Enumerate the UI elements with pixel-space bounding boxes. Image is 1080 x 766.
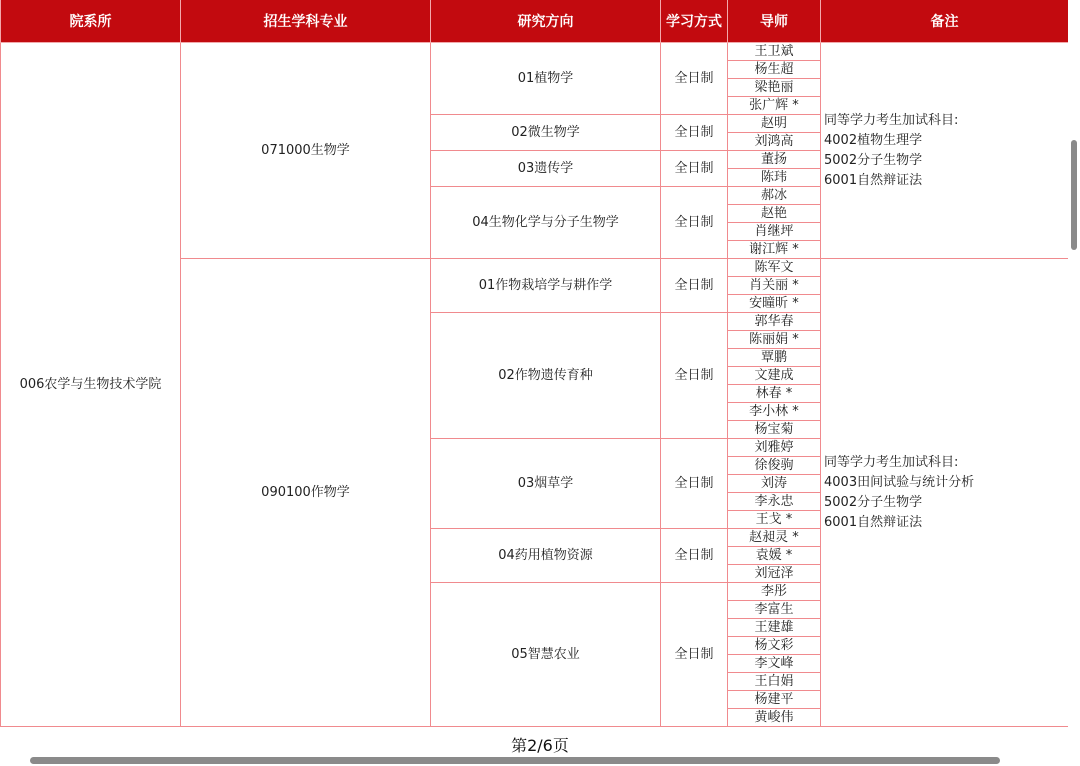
note-line: 5002分子生物学 [824, 494, 923, 510]
study-mode-cell: 全日制 [661, 529, 728, 583]
direction-cell: 01植物学 [431, 43, 661, 115]
direction-cell: 03遗传学 [431, 151, 661, 187]
notes-cell [821, 259, 1069, 727]
advisor-cell: 王建雄 [728, 619, 821, 637]
advisor-cell: 刘冠泽 [728, 565, 821, 583]
advisor-cell: 王卫斌 [728, 43, 821, 61]
page-indicator: 第2/6页 [511, 736, 569, 755]
advisor-cell: 李富生 [728, 601, 821, 619]
notes-cell [821, 43, 1069, 259]
advisor-cell: 林春 * [728, 385, 821, 403]
direction-cell: 02微生物学 [431, 115, 661, 151]
advisor-cell: 刘雅婷 [728, 439, 821, 457]
direction-cell: 02作物遗传育种 [431, 313, 661, 439]
horizontal-scrollbar-thumb[interactable] [30, 757, 1000, 764]
advisor-cell: 赵昶灵 * [728, 529, 821, 547]
study-mode-cell: 全日制 [661, 259, 728, 313]
note-line: 6001自然辩证法 [824, 514, 923, 530]
direction-cell: 04药用植物资源 [431, 529, 661, 583]
advisor-cell: 安曈昕 * [728, 295, 821, 313]
advisor-cell: 王白娟 [728, 673, 821, 691]
advisor-cell: 王戈 * [728, 511, 821, 529]
advisor-cell: 赵艳 [728, 205, 821, 223]
advisor-cell: 杨宝菊 [728, 421, 821, 439]
advisor-cell: 陈玮 [728, 169, 821, 187]
advisor-cell: 袁媛 * [728, 547, 821, 565]
advisor-cell: 覃鹏 [728, 349, 821, 367]
header-study-mode: 学习方式 [661, 0, 728, 43]
advisor-cell: 杨建平 [728, 691, 821, 709]
note-line: 6001自然辩证法 [824, 172, 923, 188]
advisor-cell: 张广辉 * [728, 97, 821, 115]
study-mode-cell: 全日制 [661, 43, 728, 115]
note-line: 5002分子生物学 [824, 152, 923, 168]
advisor-cell: 赵明 [728, 115, 821, 133]
direction-cell: 01作物栽培学与耕作学 [431, 259, 661, 313]
advisor-cell: 郝冰 [728, 187, 821, 205]
advisor-cell: 谢江辉 * [728, 241, 821, 259]
advisor-cell: 梁艳丽 [728, 79, 821, 97]
advisor-cell: 刘鸿高 [728, 133, 821, 151]
advisor-cell: 文建成 [728, 367, 821, 385]
study-mode-cell: 全日制 [661, 115, 728, 151]
direction-cell: 03烟草学 [431, 439, 661, 529]
advisor-cell: 杨生超 [728, 61, 821, 79]
advisor-cell: 陈军文 [728, 259, 821, 277]
advisor-cell: 黄峻伟 [728, 709, 821, 727]
note-line: 4002植物生理学 [824, 132, 923, 148]
study-mode-cell: 全日制 [661, 313, 728, 439]
header-notes: 备注 [821, 0, 1069, 43]
header-row [1, 0, 1069, 43]
advisor-cell: 李永忠 [728, 493, 821, 511]
advisor-cell: 肖继坪 [728, 223, 821, 241]
major-cell: 090100作物学 [181, 259, 431, 727]
study-mode-cell: 全日制 [661, 151, 728, 187]
advisor-cell: 徐俊驹 [728, 457, 821, 475]
header-college: 院系所 [1, 0, 181, 43]
study-mode-cell: 全日制 [661, 439, 728, 529]
advisor-cell: 李彤 [728, 583, 821, 601]
advisor-cell: 郭华春 [728, 313, 821, 331]
note-line: 同等学力考生加试科目: [824, 112, 959, 128]
advisor-cell: 刘涛 [728, 475, 821, 493]
header-advisor: 导师 [728, 0, 821, 43]
header-major: 招生学科专业 [181, 0, 431, 43]
direction-cell: 04生物化学与分子生物学 [431, 187, 661, 259]
direction-cell: 05智慧农业 [431, 583, 661, 727]
vertical-scrollbar-thumb[interactable] [1071, 140, 1077, 250]
note-line: 同等学力考生加试科目: [824, 454, 959, 470]
advisor-cell: 李文峰 [728, 655, 821, 673]
note-line: 4003田间试验与统计分析 [824, 474, 975, 490]
major-cell: 071000生物学 [181, 43, 431, 259]
advisor-cell: 肖关丽 * [728, 277, 821, 295]
study-mode-cell: 全日制 [661, 187, 728, 259]
study-mode-cell: 全日制 [661, 583, 728, 727]
header-direction: 研究方向 [431, 0, 661, 43]
advisor-cell: 董扬 [728, 151, 821, 169]
advisor-cell: 杨文彩 [728, 637, 821, 655]
vertical-scrollbar[interactable] [1068, 0, 1080, 766]
advisor-cell: 陈丽娟 * [728, 331, 821, 349]
college-cell: 006农学与生物技术学院 [1, 43, 181, 727]
table-row [1, 43, 1069, 61]
advisor-cell: 李小林 * [728, 403, 821, 421]
